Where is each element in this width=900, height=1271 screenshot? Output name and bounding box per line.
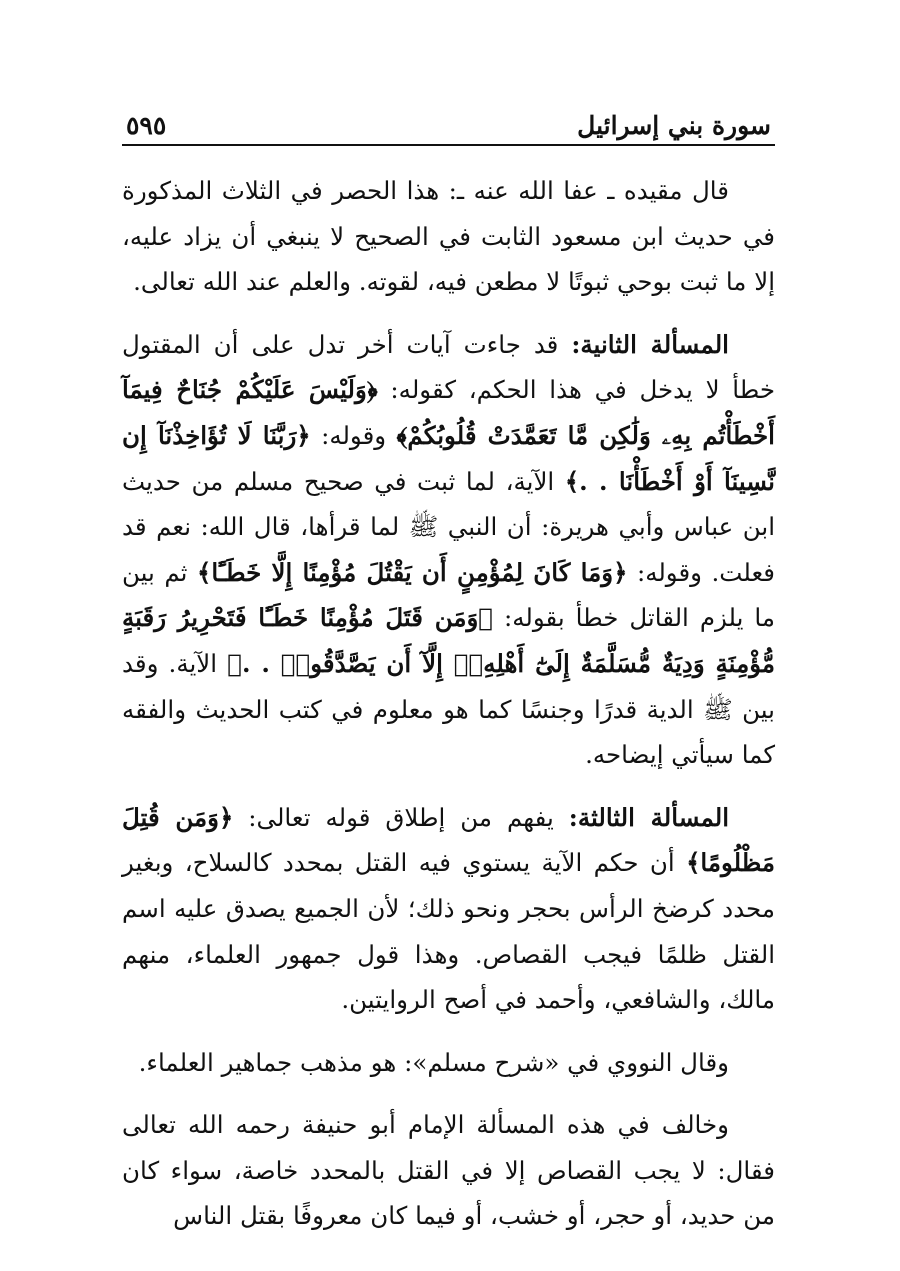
quran-verse-4: ﴿وَمَن قَتَلَ مُؤْمِنًا خَطَـًٔا فَتَحْرِيرُ رَقَبَةٍ مُّؤْمِنَةٍ وَدِيَةٌ مُّسَلَّمَةٌ إِلَىٰٓ أَهْلِهِۦٓ إِلَّآ أَن يَصَّدَّقُوا۟ . .﴾	[122, 603, 775, 678]
third-issue-heading: المسألة الثالثة:	[568, 802, 729, 832]
quran-verse-2: ﴿رَبَّنَا لَا تُؤَاخِذْنَآ إِن نَّسِينَآ أَوْ أَخْطَأْنَا . .﴾	[122, 420, 775, 496]
paragraph-author-note: قال مقيده ـ عفا الله عنه ـ: هذا الحصر في الثلاث المذكورة في حديث ابن مسعود الثابت في الصحيح لا ينبغي أن يزاد عليه، إلا ما ثبت بوحي ثبوتًا لا مطعن فيه، لقوته. والعلم عند الله تعالى.	[122, 176, 775, 297]
page-header	[122, 96, 775, 146]
quran-verse-5: ﴿وَمَن قُتِلَ مَظْلُومًا﴾	[122, 802, 775, 878]
second-issue-heading: المسألة الثانية:	[571, 329, 729, 359]
paragraph-nawawi: وقال النووي في «شرح مسلم»: هو مذهب جماهير العلماء.	[138, 1047, 729, 1077]
third-issue-text-2: أن حكم الآية يستوي فيه القتل بمحدد كالسلاح، وبغير محدد كرضخ الرأس بحجر ونحو ذلك؛ لأن الجميع يصدق عليه اسم القتل ظلمًا فيجب القصاص. وهذا قول جمهور العلماء، منهم مالك، والشافعي، وأحمد في أصح الروايتين.	[122, 848, 775, 1015]
page-body	[122, 168, 775, 1239]
quran-verse-1: ﴿وَلَيْسَ عَلَيْكُمْ جُنَاحٌ فِيمَآ أَخْطَأْتُم بِهِۦ وَلَٰكِن مَّا تَعَمَّدَتْ قُلُوبُكُمْ﴾	[122, 375, 775, 450]
second-issue-text-2: وقوله:	[310, 420, 397, 450]
surah-title: سورة بني إسرائيل	[577, 111, 771, 140]
paragraph-second-issue	[122, 322, 775, 778]
paragraph-abu-hanifa: وخالف في هذه المسألة الإمام أبو حنيفة رحمه الله تعالى فقال: لا يجب القصاص إلا في القتل بالمحدد خاصة، سواء كان من حديد، أو حجر، أو خشب، أو فيما كان معروفًا بقتل الناس	[122, 1110, 775, 1231]
third-issue-text-1: يفهم من إطلاق قوله تعالى:	[233, 802, 569, 832]
page-number: ٥٩٥	[126, 111, 167, 140]
second-issue-text-4: ثم بين ما يلزم القاتل خطأ بقوله:	[122, 557, 775, 633]
second-issue-text-5: الآية. وقد بين ﷺ الدية قدرًا وجنسًا كما هو معلوم في كتب الحديث والفقه كما سيأتي إيضاحه.	[122, 648, 775, 770]
quran-verse-3: ﴿وَمَا كَانَ لِمُؤْمِنٍ أَن يَقْتُلَ مُؤْمِنًا إِلَّا خَطَـًٔا﴾	[197, 557, 628, 587]
book-page	[122, 96, 775, 1231]
second-issue-text-1: قد جاءت آيات أخر تدل على أن المقتول خطأ لا يدخل في هذا الحكم، كقوله:	[122, 329, 775, 405]
paragraph-third-issue	[122, 795, 775, 1023]
second-issue-text-3: الآية، لما ثبت في صحيح مسلم من حديث ابن عباس وأبي هريرة: أن النبي ﷺ لما قرأها، قال الله: نعم قد فعلت. وقوله:	[122, 466, 775, 587]
